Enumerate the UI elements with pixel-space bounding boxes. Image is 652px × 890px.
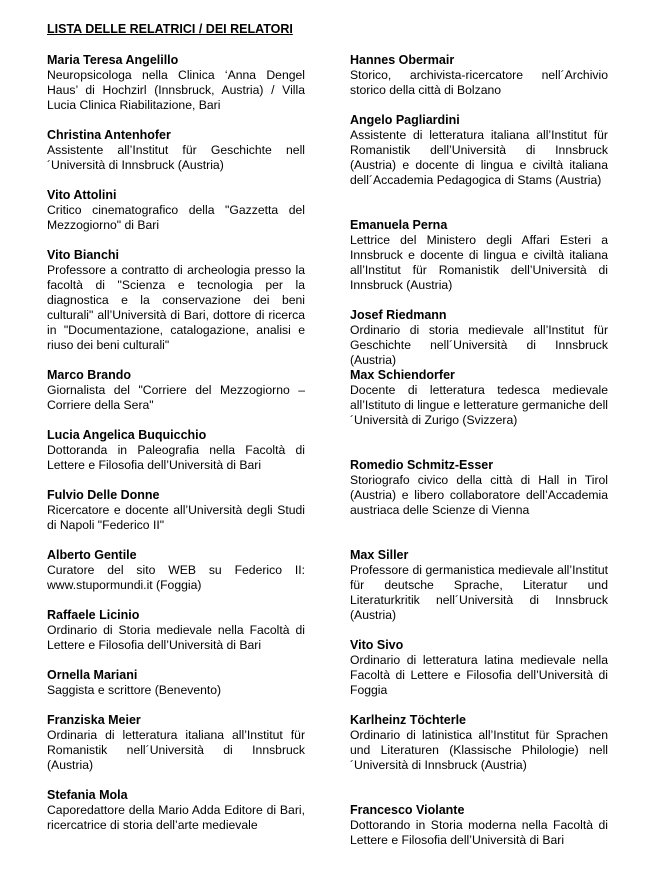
speaker-description: Lettrice del Ministero degli Affari Esteri a Innsbruck e docente di lingua e civiltà italiana all’Institut für Romanistik dell’Università di Innsbruck (Austria) — [350, 233, 608, 292]
speaker-entry — [47, 128, 305, 173]
speaker-entry — [47, 713, 305, 773]
speaker-name: Stefania Mola — [47, 788, 128, 802]
speaker-name: Francesco Violante — [350, 803, 465, 817]
speaker-entry — [47, 188, 305, 233]
speaker-name: Emanuela Perna — [350, 218, 448, 232]
speaker-entry — [47, 608, 305, 653]
speaker-description: Caporedattore della Mario Adda Editore di Bari, ricercatrice di storia dell’arte medievale — [47, 803, 305, 832]
speaker-description: Critico cinematografico della "Gazzetta del Mezzogiorno" di Bari — [47, 203, 305, 232]
speaker-description: Professore di germanistica medievale all’Institut für deutsche Sprache, Literatur und Literaturkritik nell´Università di Innsbruck (Austria) — [350, 563, 608, 622]
page-title: LISTA DELLE RELATRICI / DEI RELATORI — [47, 22, 293, 36]
speaker-entry — [350, 548, 608, 623]
speaker-name: Franziska Meier — [47, 713, 141, 727]
speaker-entry — [47, 248, 305, 353]
speaker-name: Vito Sivo — [350, 638, 404, 652]
speaker-description: Curatore del sito WEB su Federico II: www.stupormundi.it (Foggia) — [47, 563, 305, 592]
speaker-description: Assistente all’Institut für Geschichte nell´Università di Innsbruck (Austria) — [47, 143, 305, 172]
speaker-name: Max Schiendorfer — [350, 368, 455, 382]
speaker-description: Ordinario di storia medievale all’Institut für Geschichte nell´Università di Innsbruck (Austria) — [350, 323, 608, 367]
speaker-name: Romedio Schmitz-Esser — [350, 458, 494, 472]
speaker-name: Alberto Gentile — [47, 548, 137, 562]
speaker-description: Saggista e scrittore (Benevento) — [47, 683, 222, 697]
speaker-name: Fulvio Delle Donne — [47, 488, 160, 502]
speaker-name: Raffaele Licinio — [47, 608, 140, 622]
speaker-description: Ordinario di letteratura latina medievale nella Facoltà di Lettere e Filosofia dell’Università di Foggia — [350, 653, 608, 697]
speaker-entry — [350, 713, 608, 773]
speaker-name: Karlheinz Töchterle — [350, 713, 466, 727]
speaker-entry — [47, 668, 305, 698]
speaker-name: Lucia Angelica Buquicchio — [47, 428, 207, 442]
speaker-entry — [47, 788, 305, 833]
speaker-name: Maria Teresa Angelillo — [47, 53, 179, 67]
speaker-description: Storico, archivista-ricercatore nell´Archivio storico della città di Bolzano — [350, 68, 608, 97]
speaker-name: Josef Riedmann — [350, 308, 447, 322]
speaker-description: Dottoranda in Paleografia nella Facoltà di Lettere e Filosofia dell’Università di Bari — [47, 443, 305, 472]
speaker-entry — [47, 53, 305, 113]
speaker-name: Max Siller — [350, 548, 409, 562]
speaker-entry — [350, 113, 608, 188]
speaker-description: Ordinario di latinistica all’Institut für Sprachen und Literaturen (Klassische Philologie) nell´Università di Innsbruck (Austria) — [350, 728, 608, 772]
speaker-description: Ordinario di Storia medievale nella Facoltà di Lettere e Filosofia dell’Università di Bari — [47, 623, 305, 652]
speaker-description: Assistente di letteratura italiana all’Institut für Romanistik dell’Università di Innsbruck (Austria) e docente di lingua e civiltà italiana dell´Accademia Pedagogica di Stams (Austria) — [350, 128, 608, 187]
speaker-name: Marco Brando — [47, 368, 132, 382]
speaker-entry — [47, 488, 305, 533]
speaker-entry — [350, 368, 608, 428]
speaker-entry — [47, 368, 305, 413]
speaker-description: Professore a contratto di archeologia presso la facoltà di "Scienza e tecnologia per la diagnostica e la conservazione dei beni culturali" all’Università di Bari, dottore di ricerca in "Documentazione, catalogazione, analisi e riuso dei beni culturali" — [47, 263, 305, 352]
speaker-name: Angelo Pagliardini — [350, 113, 460, 127]
speaker-description: Ordinaria di letteratura italiana all’Institut für Romanistik nell´Università di Innsbruck (Austria) — [47, 728, 305, 772]
speaker-entry — [350, 803, 608, 848]
speaker-entry — [47, 428, 305, 473]
speaker-description: Neuropsicologa nella Clinica ‘Anna Dengel Haus’ di Hochzirl (Innsbruck, Austria) / Villa Lucia Clinica Riabilitazione, Bari — [47, 68, 305, 112]
speaker-entry — [47, 548, 305, 593]
speaker-description: Giornalista del "Corriere del Mezzogiorno – Corriere della Sera" — [47, 383, 305, 412]
speaker-description: Dottorando in Storia moderna nella Facoltà di Lettere e Filosofia dell’Università di Bari — [350, 818, 608, 847]
speaker-name: Ornella Mariani — [47, 668, 138, 682]
speaker-name: Christina Antenhofer — [47, 128, 171, 142]
speaker-description: Docente di letteratura tedesca medievale all’Istituto di lingue e letterature germaniche dell´Università di Zurigo (Svizzera) — [350, 383, 608, 427]
speaker-entry — [350, 218, 608, 293]
speaker-name: Vito Attolini — [47, 188, 117, 202]
speaker-entry — [350, 308, 608, 368]
speaker-description: Ricercatore e docente all’Università degli Studi di Napoli "Federico II" — [47, 503, 305, 532]
speaker-entry — [350, 53, 608, 98]
speaker-name: Hannes Obermair — [350, 53, 455, 67]
speaker-entry — [350, 458, 608, 518]
speaker-description: Storiografo civico della città di Hall in Tirol (Austria) e libero collaboratore dell’Accademia austriaca delle Scienze di Vienna — [350, 473, 608, 517]
speaker-name: Vito Bianchi — [47, 248, 120, 262]
speaker-entry — [350, 638, 608, 698]
